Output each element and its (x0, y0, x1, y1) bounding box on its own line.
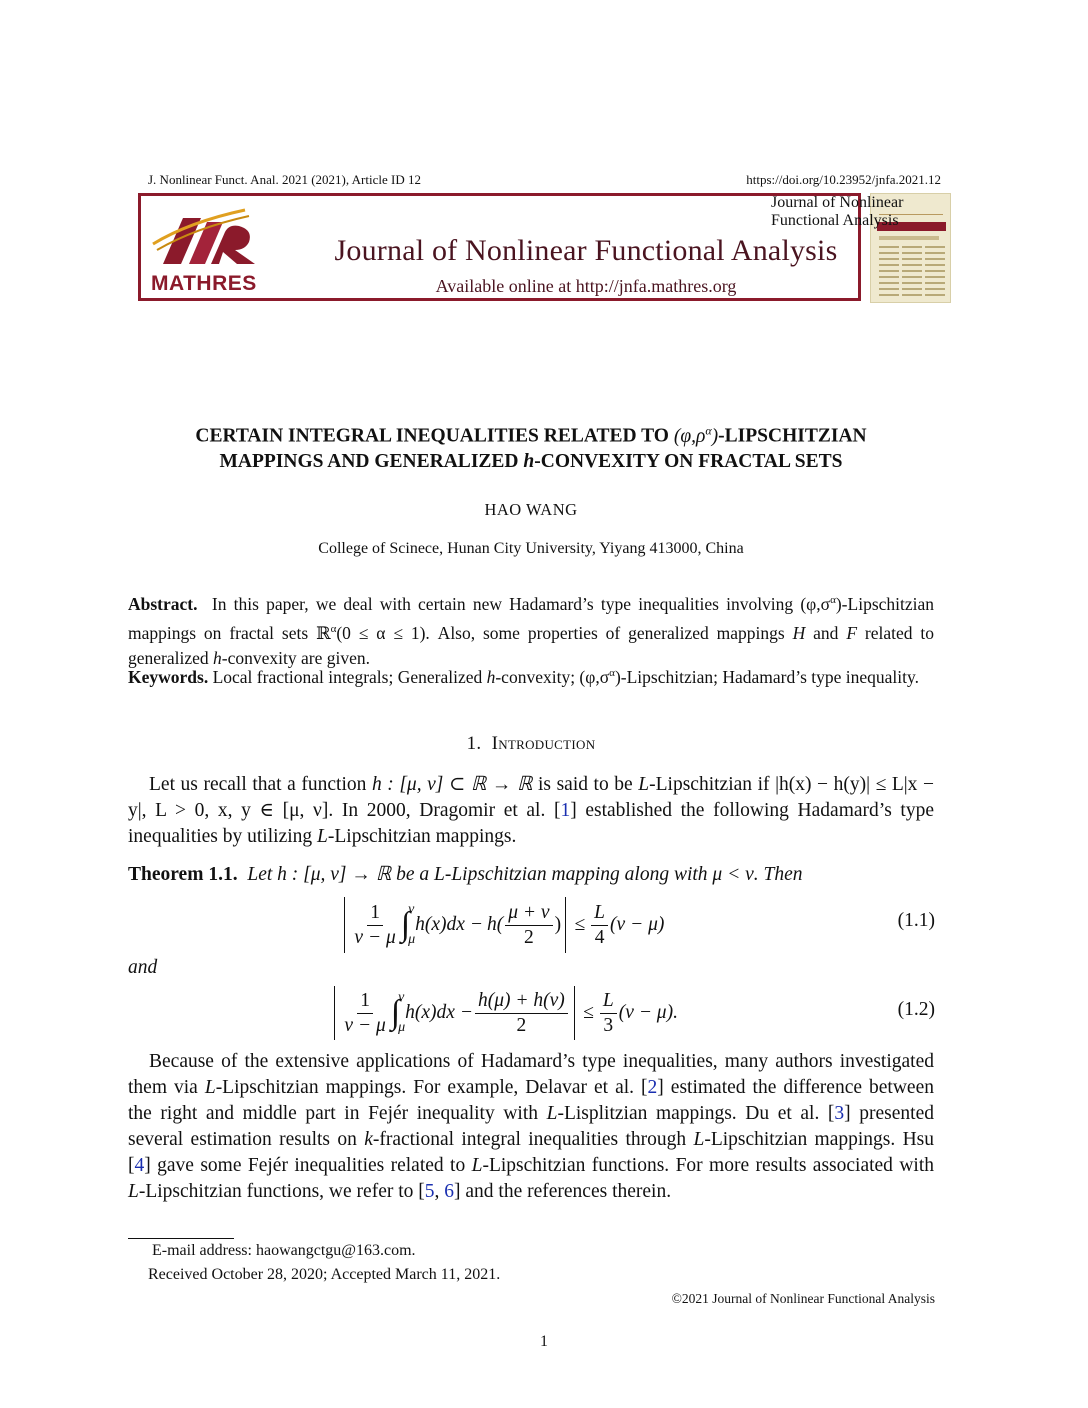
footnote-email: E-mail address: haowangctgu@163.com. (152, 1242, 416, 1259)
footnote-rule (128, 1238, 234, 1239)
citation-link-6[interactable]: 6 (444, 1181, 455, 1202)
citation-link-3[interactable]: 3 (834, 1103, 845, 1124)
equation-1-1: $\frac{1}{\nu - \mu}$ ∫ ν μ h(x)dx − h( $\frac{\mu + \nu}{2}$ ) ≤ $\frac{L}{4}$ (ν − μ) (340, 894, 664, 956)
intro-paragraph: Let us recall that a function h : [μ, ν] ⊂ ℝ → ℝ is said to be L-Lipschitzian if |h(x) − h(y)| ≤ L|x − y|, L > 0, x, y ∈ [μ, ν]. In 2000, Dragomir et al. [1] established the following Hadamard’s type inequalities by utilizing L-Lipschitzian mappings. (128, 774, 934, 847)
citation-link-2[interactable]: 2 (647, 1077, 658, 1098)
keywords: Keywords. Local fractional integrals; Generalized h-convexity; $(\varphi,\sigma^\alpha)$-Lipschitzian; Hadamard’s type inequality. (128, 666, 919, 687)
citation-link-1[interactable]: 1 (560, 800, 571, 821)
cover-label: Journal of Nonlinear Functional Analysis (771, 194, 904, 229)
citation-link-4[interactable]: 4 (134, 1155, 145, 1176)
journal-cover-image (771, 193, 951, 303)
journal-title: Journal of Nonlinear Functional Analysis (334, 234, 838, 267)
section-heading-introduction: 1. Introduction (466, 733, 596, 754)
copyright-notice: ©2021 Journal of Nonlinear Functional Analysis (671, 1291, 935, 1306)
journal-citation: J. Nonlinear Funct. Anal. 2021 (2021), Article ID 12 (148, 172, 421, 187)
author-name: HAO WANG (484, 500, 578, 519)
mathres-logo-icon (149, 204, 261, 268)
journal-banner (138, 193, 861, 301)
literature-paragraph: Because of the extensive applications of Hadamard’s type inequalities, many authors investigated them via L-Lipschitzian mappings. For example, Delavar et al. [2] estimated the difference between the right and middle part in Fejér inequality with L-Lisplitzian mappings. Du et al. [3] presented several estimation results on k-fractional integral inequalities through L-Lipschitzian mappings. Hsu [4] gave some Fejér inequalities related to L-Lipschitzian functions. For more results associated with L-Lipschitzian functions, we refer to [5, 6] and the references therein. (128, 1051, 934, 1202)
citation-link-5[interactable]: 5 (424, 1181, 435, 1202)
publisher-name: MATHRES (151, 272, 257, 295)
theorem-statement: Theorem 1.1. Let h : [μ, ν] → ℝ be a L-Lipschitzian mapping along with μ < ν. Then (128, 864, 803, 885)
page-number: 1 (540, 1333, 548, 1350)
author-affiliation: College of Scinece, Hunan City University, Yiyang 413000, China (318, 540, 744, 557)
paper-title: CERTAIN INTEGRAL INEQUALITIES RELATED TO $(\varphi,\rho^\alpha)$-LIPSCHITZIAN MAPPINGS AND GENERALIZED h-CONVEXITY ON FRACTAL SETS (195, 423, 867, 472)
abstract: Abstract. In this paper, we deal with certain new Hadamard’s type inequalities involving $(\varphi,\sigma^\alpha)$-Lipschitzian mappings on fractal sets ℝ$^\alpha$(0 ≤ α ≤ 1). Also, some properties of generalized mappings H and F related to generalized h-convexity are given. (128, 593, 935, 668)
and-connector: and (128, 957, 158, 978)
equation-number-1-2: (1.2) (897, 999, 935, 1020)
footnote-received: Received October 28, 2020; Accepted March 11, 2021. (148, 1266, 501, 1283)
equation-number-1-1: (1.1) (897, 910, 935, 931)
equation-1-2: $\frac{1}{\nu - \mu}$ ∫ ν μ h(x)dx − $\frac{h(\mu) + h(\nu)}{2}$ ≤ $\frac{L}{3}$ (ν − μ). (330, 984, 678, 1042)
doi-link[interactable]: https://doi.org/10.23952/jnfa.2021.12 (746, 172, 941, 187)
journal-url[interactable]: Available online at http://jnfa.mathres.org (435, 276, 737, 296)
